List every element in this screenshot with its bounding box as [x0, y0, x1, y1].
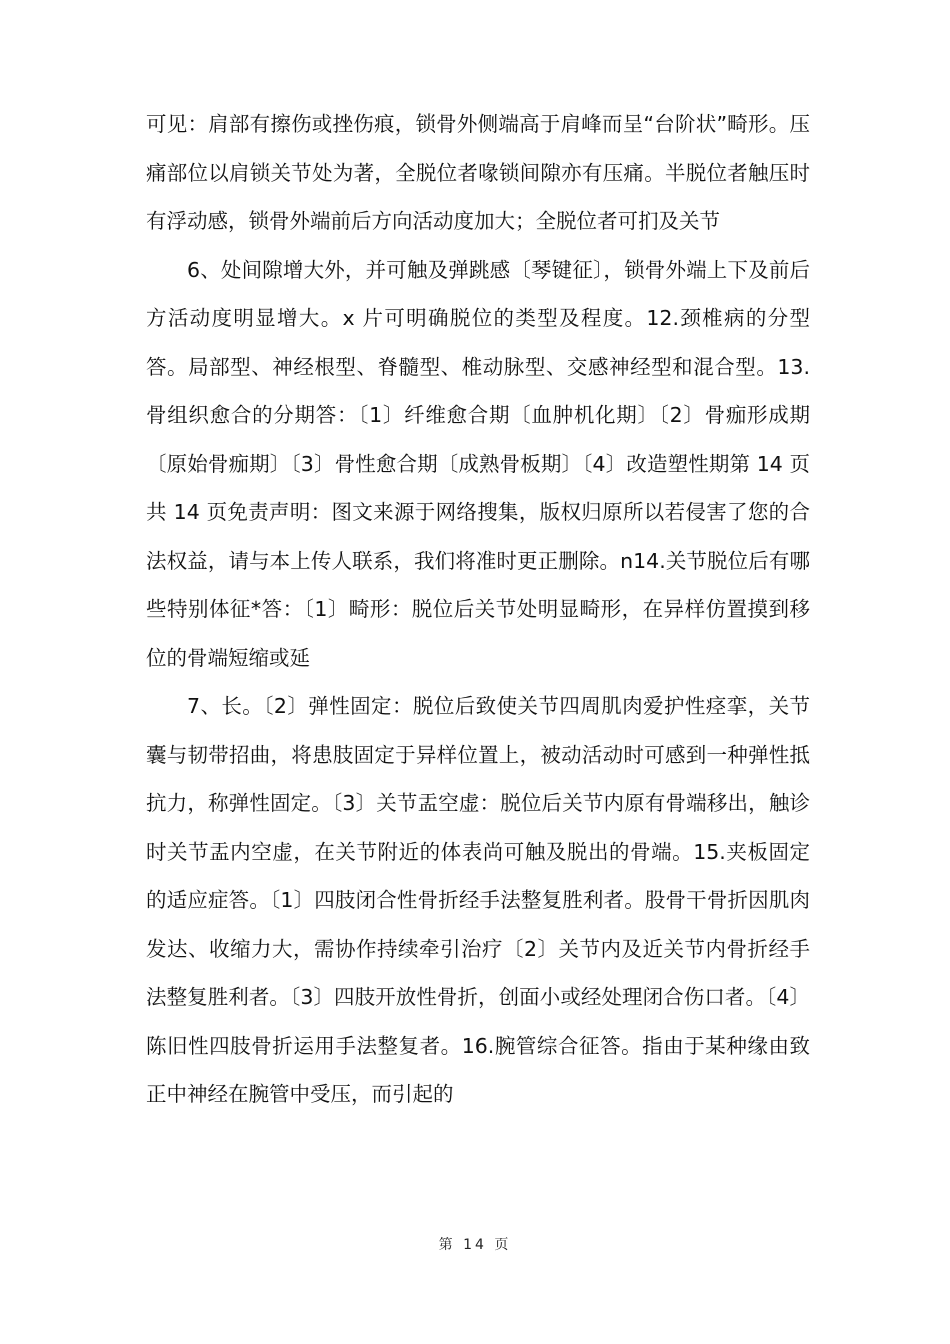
page-number-footer: 第 14 页: [438, 1237, 512, 1253]
paragraph-3: 7、长。〔2〕弹性固定：脱位后致使关节四周肌肉爱护性痉挛，关节囊与韧带招曲，将患肢固定于异样位置上，被动活动时可感到一种弹性抵抗力，称弹性固定。〔3〕关节盂空虚：脱位后关节内原有骨端移出，触诊时关节盂内空虚，在关节附近的体表尚可触及脱出的骨端。15.夹板固定的适应症答。〔1〕四肢闭合性骨折经手法整复胜利者。股骨干骨折因肌肉发达、收缩力大，需协作持续牵引治疗〔2〕关节内及近关节内骨折经手法整复胜利者。〔3〕四肢开放性骨折，创面小或经处理闭合伤口者。〔4〕陈旧性四肢骨折运用手法整复者。16.腕管综合征答。指由于某种缘由致正中神经在腕管中受压，而引起的: [146, 694, 810, 1106]
paragraph-2: 6、处间隙增大外，并可触及弹跳感〔琴键征〕，锁骨外端上下及前后方活动度明显增大。x 片可明确脱位的类型及程度。12.颈椎病的分型答。局部型、神经根型、脊髓型、椎动脉型、交感神经型和混合型。13.骨组织愈合的分期答：〔1〕纤维愈合期〔血肿机化期〕〔2〕骨痂形成期〔原始骨痂期〕〔3〕骨性愈合期〔成熟骨板期〕〔4〕改造塑性期第 14 页共 14 页免责声明：图文来源于网络搜集，版权归原所以若侵害了您的合法权益，请与本上传人联系，我们将准时更正删除。n14.关节脱位后有哪些特别体征*答：〔1〕畸形：脱位后关节处明显畸形，在异样仿置摸到移位的骨端短缩或延: [146, 257, 810, 670]
body-text: [146, 100, 810, 1119]
paragraph-1: 可见：肩部有擦伤或挫伤痕，锁骨外侧端高于肩峰而呈“台阶状”畸形。压痛部位以肩锁关节处为著，全脱位者喙锁间隙亦有压痛。半脱位者触压时有浮动感，锁骨外端前后方向活动度加大；全脱位者可扪及关节: [146, 112, 810, 233]
